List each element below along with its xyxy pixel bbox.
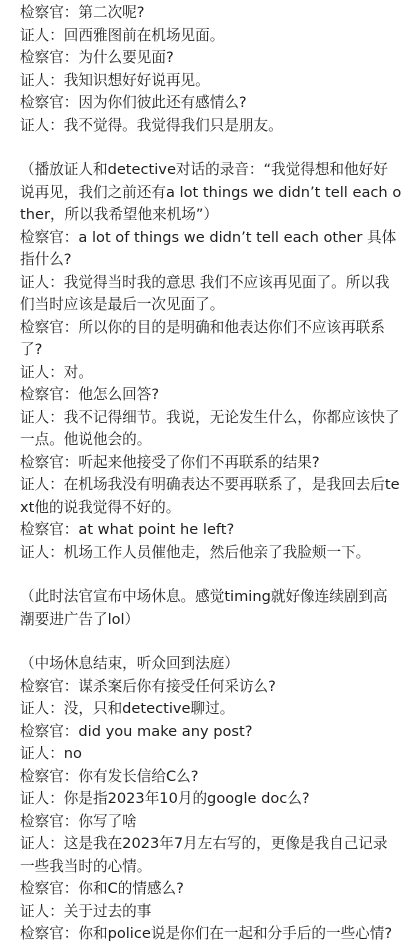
paragraph-gap — [20, 137, 402, 159]
transcript-line: 检察官：因为你们彼此还有感情么? — [20, 94, 247, 111]
transcript-line: 证人：你是指2023年10月的google doc么? — [20, 790, 310, 807]
transcript-line: 证人：我不觉得。我觉得我们只是朋友。 — [20, 116, 283, 134]
transcript-line: 检察官：他怎么回答? — [20, 386, 160, 403]
transcript-line: （此时法官宣布中场休息。感觉timing就好像连续剧到高潮要进广告了lol） — [20, 588, 388, 628]
transcript-line: 证人：对。 — [20, 363, 93, 381]
transcript-line: （中场休息结束，听众回到法庭） — [20, 655, 239, 672]
transcript-line: 证人：no — [20, 745, 82, 762]
transcript-line: 检察官：at what point he left? — [20, 521, 235, 538]
transcript-line: 检察官：你写了啥 — [20, 812, 137, 830]
transcript-line: （播放证人和detective对话的录音：“我觉得想和他好好说再见，我们之前还有a lot things we didn’t tell each other，所以我希望他来机场”） — [20, 161, 402, 223]
transcript-line: 检察官：为什么要见面? — [20, 49, 174, 66]
transcript-line: 检察官：你和C的情感么? — [20, 880, 184, 897]
transcript-line: 检察官：did you make any post? — [20, 722, 253, 740]
transcript-line: 检察官：你有发长信给C么? — [20, 767, 199, 785]
transcript-line: 证人：我不记得细节。我说，无论发生什么，你都应该快了一点。他说他会的。 — [20, 408, 400, 448]
transcript-line: 检察官：所以你的目的是明确和他表达你们不应该再联系了? — [20, 318, 385, 358]
paragraph-gap — [20, 631, 402, 653]
transcript-line: 证人：我觉得当时我的意思 我们不应该再见面了。所以我们当时应该是最后一次见面了。 — [20, 273, 390, 313]
transcript-line: 证人：机场工作人员催他走，然后他亲了我脸颊一下。 — [20, 543, 371, 561]
transcript-line: 证人：回西雅图前在机场见面。 — [20, 26, 225, 44]
transcript-line: 证人：这是我在2023年7月左右写的，更像是我自己记录一些我当时的心情。 — [20, 835, 388, 875]
transcript-line: 证人：没，只和detective聊过。 — [20, 700, 235, 717]
transcript-line: 检察官：你和police说是你们在一起和分手后的一些心情? — [20, 925, 393, 942]
transcript-line: 检察官：谋杀案后你有接受任何采访么? — [20, 677, 276, 695]
transcript-line: 证人：在机场我没有明确表达不要再联系了，是我回去后text他的说我觉得不好的。 — [20, 476, 400, 516]
transcript-line: 证人：我知识想好好说再见。 — [20, 71, 210, 89]
transcript-line: 证人：关于过去的事 — [20, 902, 152, 920]
transcript-line: 检察官：a lot of things we didn’t tell each other 具体指什么? — [20, 228, 397, 268]
transcript-line: 检察官：第二次呢? — [20, 4, 145, 21]
transcript-line: 检察官：听起来他接受了你们不再联系的结果? — [20, 453, 320, 471]
paragraph-gap — [20, 564, 402, 586]
